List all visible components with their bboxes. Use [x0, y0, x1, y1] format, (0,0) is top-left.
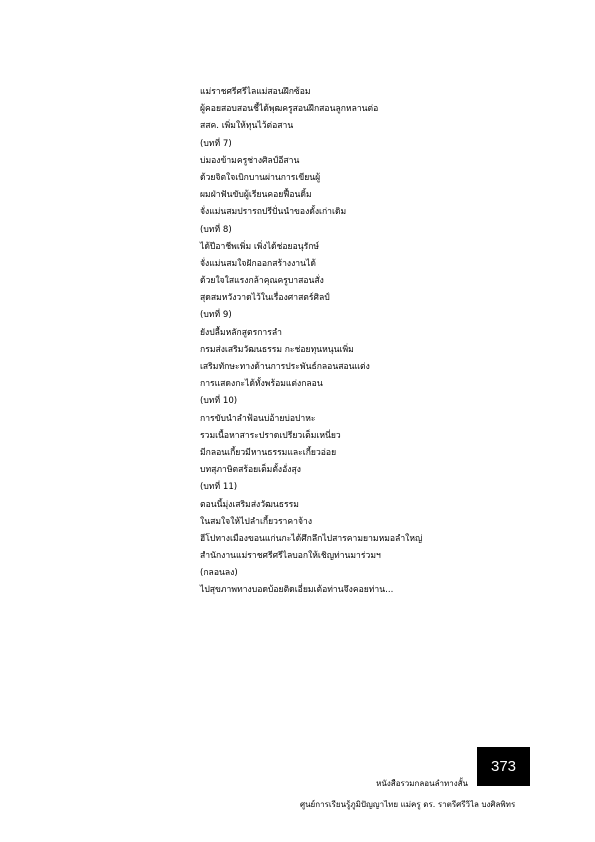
poem-line: (บทที่ 11) — [200, 482, 238, 493]
poem-line: ในสมใจให้ไปลำเกี้ยวราคาจ้าง — [200, 516, 313, 527]
poem-line: สุดสมหวังวาดไว้ในเรื่องศาสตร์ศิลป์ — [200, 293, 330, 304]
poem-line: ด้วยใจใสแรงกล้าคุณครูบาสอนสั่ง — [200, 276, 324, 287]
poem-line: (กลอนลง) — [200, 568, 238, 579]
poem-line: (บทที่ 10) — [200, 396, 238, 407]
page-number-box — [477, 747, 530, 786]
page-footer — [300, 773, 516, 815]
page-number: 373 — [490, 758, 517, 775]
poem-line: รวมเนื้อหาสาระปราดเปรียวเต็มเหนี่ยว — [200, 430, 341, 441]
footer-book-title: หนังสือรวมกลอนลำทางสั้น — [376, 779, 468, 788]
poem-line: บ่มองข้ามครูช่างศิลป์อีสาน — [200, 155, 300, 166]
poem-line: ยังปลื้มหลักสูตรการลำ — [200, 327, 282, 338]
poem-line: (บทที่ 7) — [200, 138, 232, 149]
poem-line: ได้ปีอาชีพเพิ่ม เพิ่งได้ช่อยอนุรักษ์ — [200, 241, 320, 252]
poem-line: จั่งแม่นสมปรารถปรีปั่นนำของดั้งเก่าเดิม — [200, 207, 347, 218]
poem-line: ไปสุขภาพทางบอดบ้อยติดเอี่ยมเต้อท่านจึงคอยท่าน... — [200, 585, 394, 596]
poem-line: สำนักงานแม่ราชศรีศรีไลบอกให้เชิญท่านมาร่วมฯ — [200, 551, 381, 562]
poem-text — [200, 84, 500, 600]
footer-author-center: ศูนย์การเรียนรู้ภูมิปัญญาไทย แม่ครู ดร. ราตรีศรีวิไล บงศิลพิทร — [300, 800, 516, 809]
poem-line: การแสดงกะได้ทั้งพร้อมแต่งกลอน — [200, 379, 323, 390]
poem-line: การขับนำลำฟ้อนบ่อ้ายบ่อปาหะ — [200, 413, 316, 424]
poem-line: มีกลอนเกี้ยวมีหานธรรมและเกี้ยวอ่อย — [200, 447, 337, 458]
poem-line: แม่ราชศรีศรีไลแม่สอนฝึกซ้อม — [200, 87, 311, 97]
poem-line: (บทที่ 8) — [200, 224, 232, 235]
poem-line: กรมส่งเสริมวัฒนธรรม กะช่อยทุนหนุนเพิ่ม — [200, 344, 354, 355]
poem-line: บทสุภาษิตสร้อยเต็มตั้งอั่งสุง — [200, 465, 301, 476]
poem-line: จั่งแม่นสมใจฝักออกสร้างงานได้ — [200, 258, 316, 269]
poem-line: สสค. เพิ่มให้ทุนไว้ต่อสาน — [200, 121, 294, 132]
poem-line: ด้วยจิตใจเบิกบานผ่านการเขียนผู้ — [200, 172, 321, 183]
poem-line: (บทที่ 9) — [200, 310, 232, 321]
poem-line: ตอนนี้มุ่งเสริมส่งวัฒนธรรม — [200, 499, 299, 510]
poem-line: เสริมทักษะทางด้านการประพันธ์กลอนสอนแต่ง — [200, 362, 370, 372]
poem-line: ผมฝ่าฟันขับผู้เรียนคอยฟื้อนดิ้ม — [200, 190, 312, 201]
poem-line: ผู้คอยสอบสอนชี้ได้พุฒครูสอนฝึกสอนลูกหลานต่อ — [200, 104, 379, 115]
poem-line: ฮีโปทางเมืองขอนแก่นกะได้ศึกลึกไปสารคามยามหมอลำใหญ่ — [200, 533, 423, 544]
